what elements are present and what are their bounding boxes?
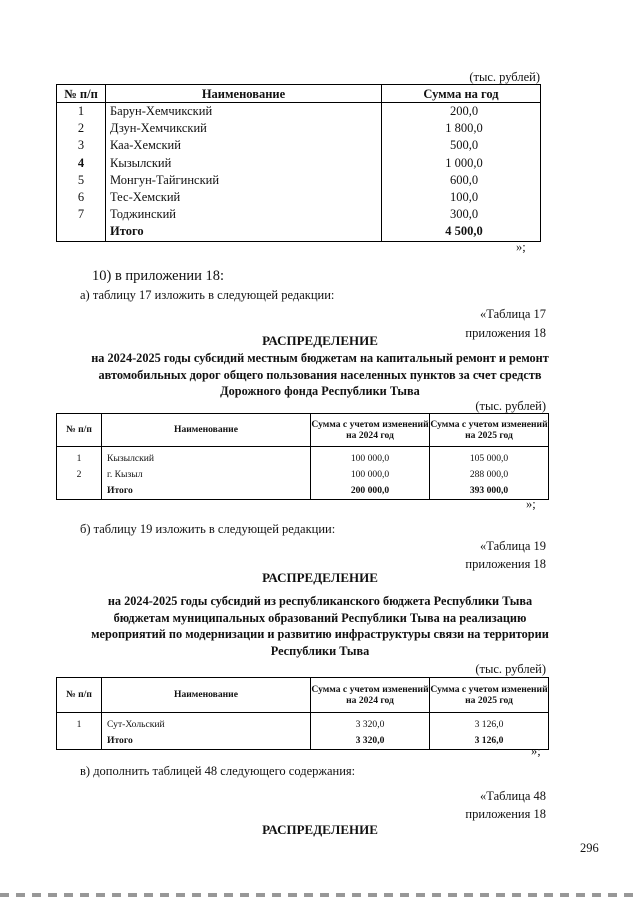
table1-unit: (тыс. рублей) <box>469 70 540 84</box>
table-row: 5 Монгун-Тайгинский 600,0 <box>57 172 541 189</box>
table1 <box>56 84 541 242</box>
table17-ref: «Таблица 17 приложения 18 <box>465 307 546 340</box>
item-a: а) таблицу 17 изложить в следующей редакции: <box>80 288 335 302</box>
table-row: 3 Каа-Хемский 500,0 <box>57 137 541 154</box>
table2-title: РАСПРЕДЕЛЕНИЕ <box>262 333 378 348</box>
table48-ref: «Таблица 48 приложения 18 <box>465 789 546 821</box>
table-row: 1 Сут-Хольский 3 320,0 3 126,0 <box>57 717 549 733</box>
table2-closing: »; <box>526 497 536 511</box>
page-number: 296 <box>580 841 599 855</box>
table3-unit: (тыс. рублей) <box>475 662 546 676</box>
scan-edge-artifact <box>0 893 639 897</box>
table2-total-row: Итого 200 000,0 393 000,0 <box>57 483 549 500</box>
table2-unit: (тыс. рублей) <box>475 399 546 413</box>
table1-total-row: Итого 4 500,0 <box>57 223 541 241</box>
table1-header-name: Наименование <box>106 85 382 103</box>
table2 <box>56 413 549 500</box>
table3-header-row: № п/п Наименование Сумма с учетом изменений на 2024 год Сумма с учетом изменений на 2025 год <box>57 678 549 713</box>
table1-header-num: № п/п <box>57 85 106 103</box>
table3-total-row: Итого 3 320,0 3 126,0 <box>57 733 549 750</box>
table-row: 4 Кызылский 1 000,0 <box>57 155 541 172</box>
table3-subtitle: на 2024-2025 годы субсидий из республиканского бюджета Республики Тыва бюджетам муниципальных образований Республики Тыва на реализацию мероприятий по модернизации и развитию инфраструктуры связи на территории Республики Тыва <box>91 594 549 658</box>
table3-closing: »; <box>531 744 541 758</box>
table1-closing: »; <box>516 240 526 254</box>
table-row: 2 Дзун-Хемчикский 1 800,0 <box>57 120 541 137</box>
item-b: б) таблицу 19 изложить в следующей редакции: <box>80 522 336 536</box>
item-c: в) дополнить таблицей 48 следующего содержания: <box>80 764 356 778</box>
table1-header-row <box>57 85 541 103</box>
table3-title: РАСПРЕДЕЛЕНИЕ <box>262 570 378 585</box>
table-row: 1 Барун-Хемчикский 200,0 <box>57 103 541 121</box>
table-row: 2 г. Кызыл 100 000,0 288 000,0 <box>57 467 549 483</box>
table2-header-row: № п/п Наименование Сумма с учетом изменений на 2024 год Сумма с учетом изменений на 2025 год <box>57 414 549 447</box>
table-row: 6 Тес-Хемский 100,0 <box>57 189 541 206</box>
table-row: 1 Кызылский 100 000,0 105 000,0 <box>57 451 549 467</box>
table-row: 7 Тоджинский 300,0 <box>57 206 541 223</box>
table19-ref: «Таблица 19 приложения 18 <box>465 539 546 571</box>
table2-subtitle: на 2024-2025 годы субсидий местным бюджетам на капитальный ремонт и ремонт автомобильных дорог общего пользования населенных пунктов за счет средств Дорожного фонда Республики Тыва <box>91 351 549 398</box>
table3 <box>56 677 549 750</box>
table1-header-sum: Сумма на год <box>382 85 541 103</box>
item-10: 10) в приложении 18: <box>92 268 225 284</box>
table48-title: РАСПРЕДЕЛЕНИЕ <box>262 822 378 837</box>
